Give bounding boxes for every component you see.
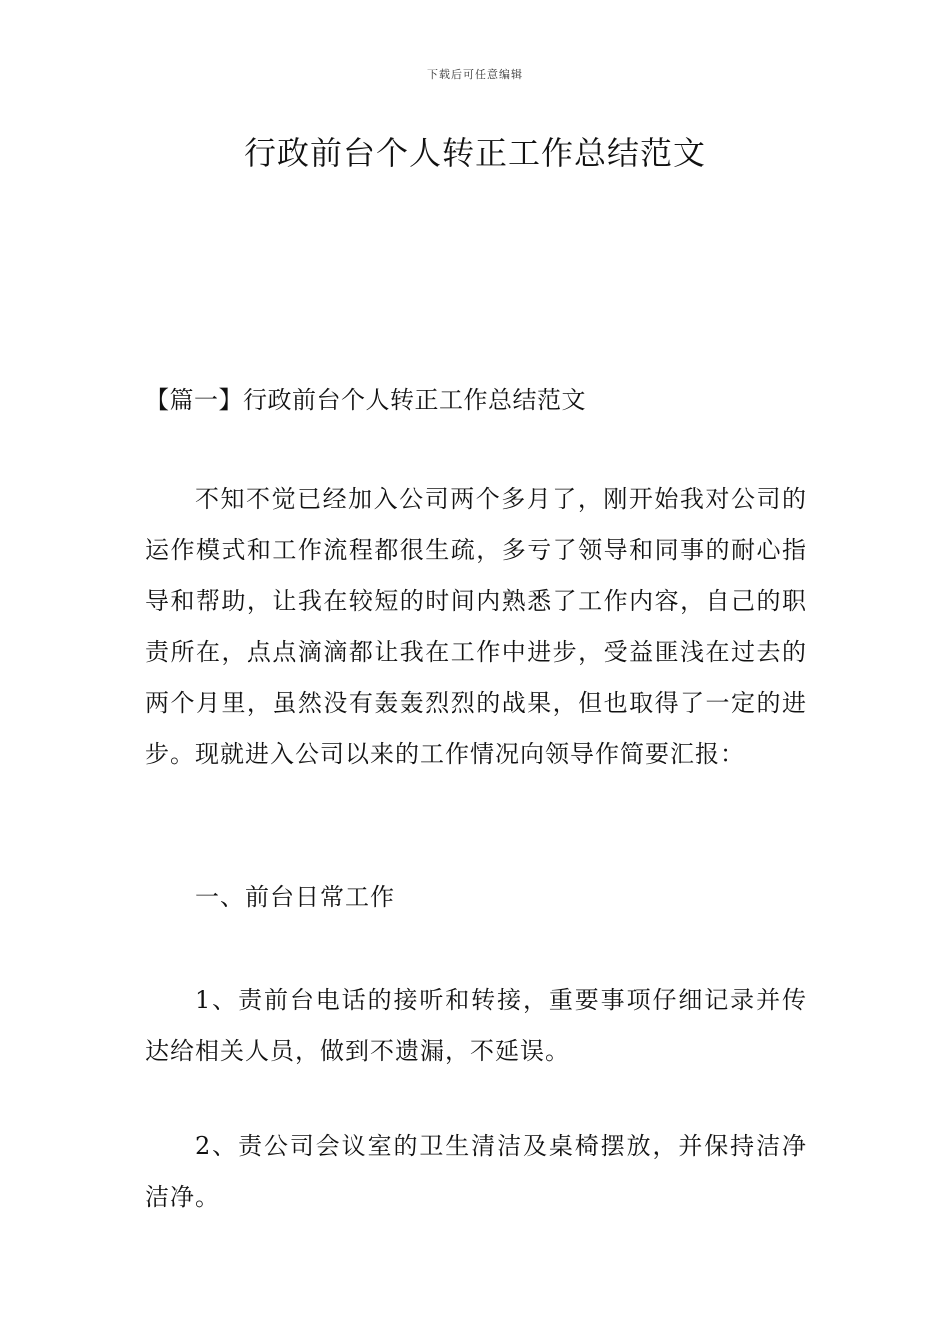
- section-heading: 【篇一】行政前台个人转正工作总结范文: [145, 386, 586, 414]
- list-item: 1、责前台电话的接听和转接，重要事项仔细记录并传达给相关人员，做到不遗漏，不延误。: [145, 986, 807, 1065]
- subheading-daily-work: 一、前台日常工作: [195, 883, 395, 911]
- header-note: 下载后可任意编辑: [427, 68, 523, 81]
- intro-paragraph: 不知不觉已经加入公司两个多月了，刚开始我对公司的运作模式和工作流程都很生疏，多亏了领导和同事的耐心指导和帮助，让我在较短的时间内熟悉了工作内容，自己的职责所在，点点滴滴都让我在工作中进步，受益匪浅在过去的两个月里，虽然没有轰轰烈烈的战果，但也取得了一定的进步。现就进入公司以来的工作情况向领导作简要汇报：: [145, 485, 807, 768]
- list-item: 2、责公司会议室的卫生清洁及桌椅摆放，并保持洁净洁净。: [145, 1132, 807, 1211]
- document-title: 行政前台个人转正工作总结范文: [243, 134, 706, 172]
